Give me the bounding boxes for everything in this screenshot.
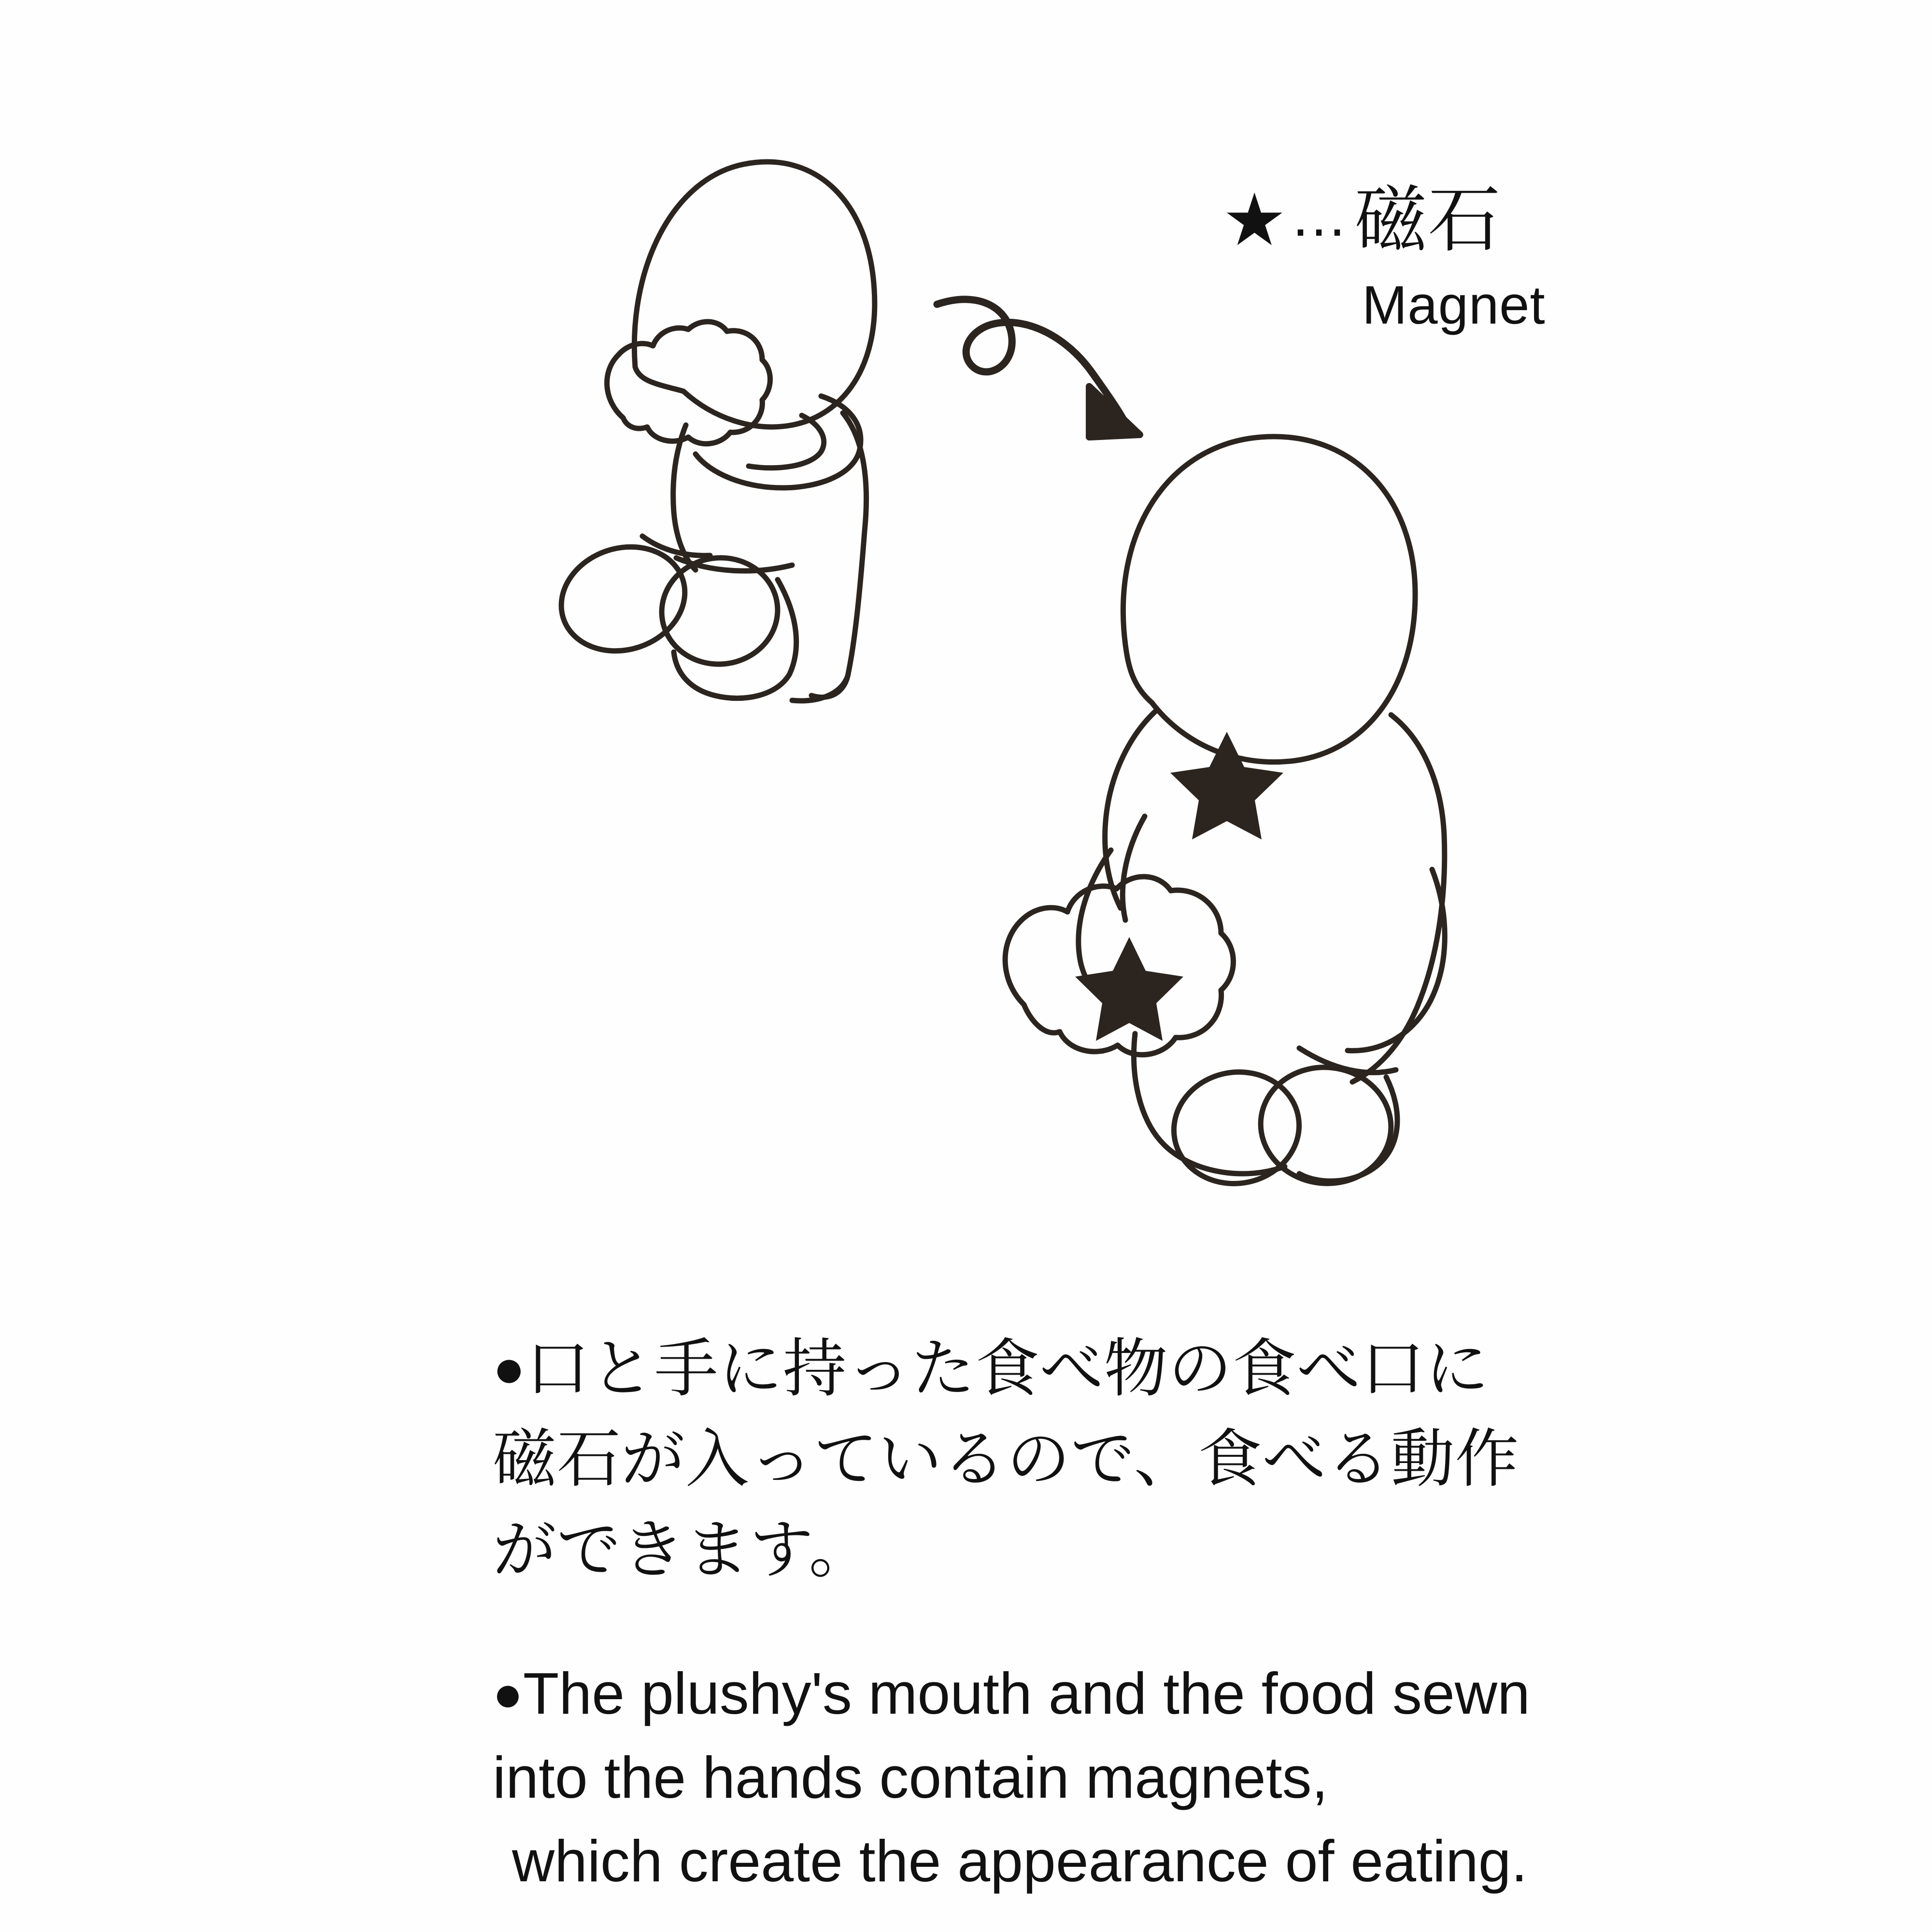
legend-dots: … (1290, 184, 1350, 248)
en-line-3: which create the appearance of eating. (512, 1828, 1528, 1894)
paragraph-spacer (493, 1595, 1729, 1652)
star-icon: ★ (1222, 179, 1287, 260)
en-line-1: The plushy's mouth and the food sewn (523, 1661, 1530, 1727)
en-line-1-wrap (493, 1652, 1729, 1735)
bullet-icon-en: ● (493, 1666, 523, 1722)
paragraph-japanese (493, 1323, 1729, 1595)
paragraph-english (493, 1652, 1729, 1903)
legend-magnet (1222, 179, 1705, 335)
jp-line-1: 口と手に持った食べ物の食べ口に (526, 1333, 1490, 1404)
description-text-block (493, 1323, 1729, 1903)
en-line-2: into the hands contain magnets, (493, 1744, 1328, 1810)
jp-line-1-wrap (493, 1323, 1729, 1414)
legend-row (1222, 179, 1705, 260)
legend-label-en: Magnet (1362, 275, 1546, 335)
bullet-icon-jp: ● (493, 1338, 526, 1398)
jp-line-2: 磁石が入っているので、食べる動作 (493, 1423, 1520, 1495)
plushy-before-figure (548, 162, 875, 701)
curved-arrow-group (937, 299, 1140, 437)
jp-line-3: ができます。 (493, 1514, 873, 1585)
legend-label-jp: 磁石 (1354, 179, 1502, 260)
